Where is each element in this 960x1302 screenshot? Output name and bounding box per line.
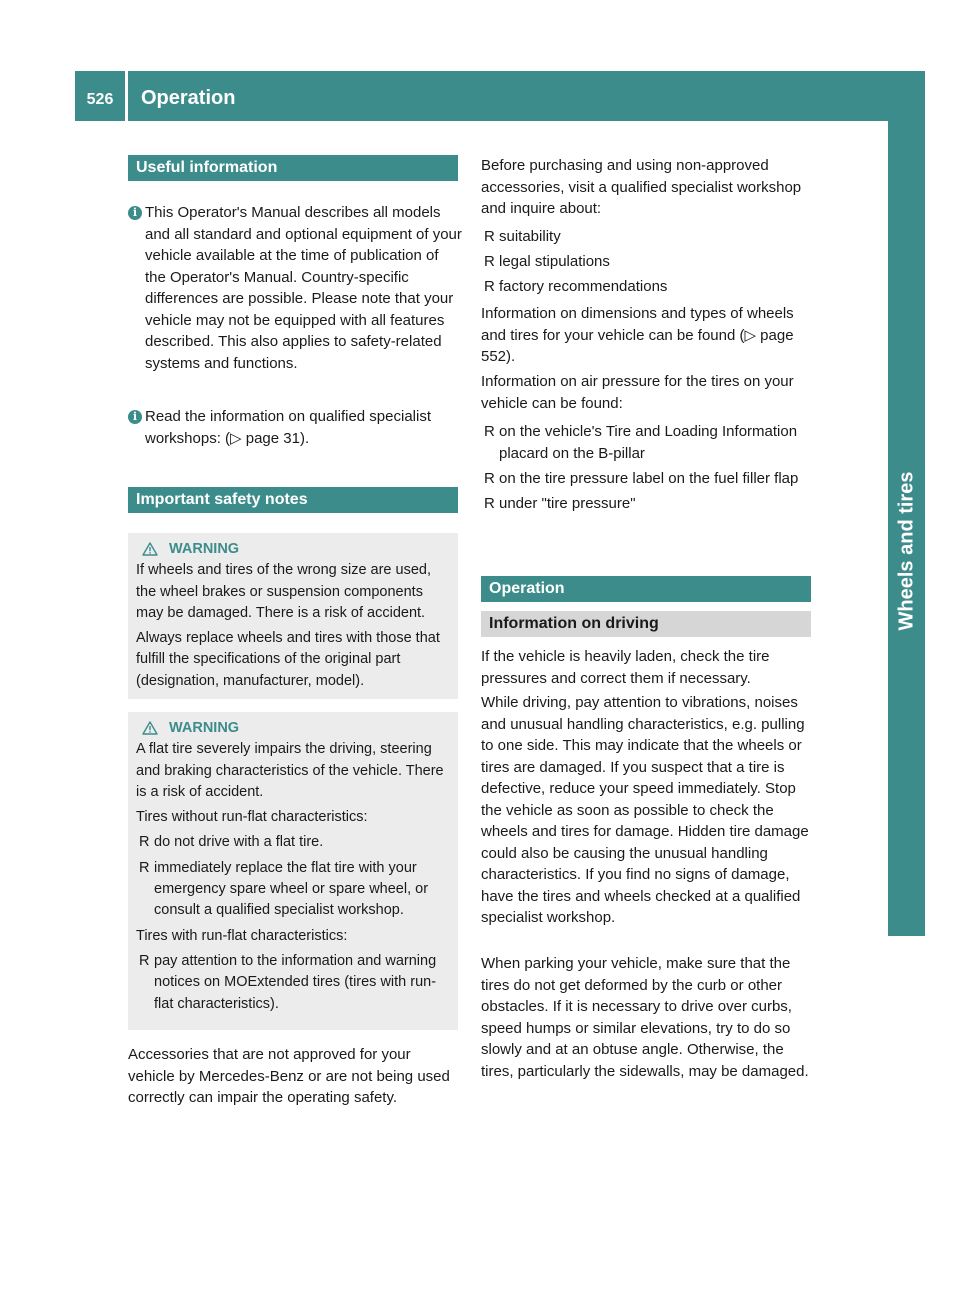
page-number: 526 xyxy=(86,91,114,108)
list-item xyxy=(481,468,811,490)
list-item-text: pay attention to the information and warning notices on MOExtended tires (tires with run-flat characteristics). xyxy=(154,952,437,1012)
chapter-tab-marker xyxy=(888,906,925,936)
bullet-mark: R xyxy=(139,952,150,969)
bullet-mark: R xyxy=(484,278,495,295)
list-item xyxy=(136,858,450,922)
list-item xyxy=(481,276,811,298)
bullet-mark: R xyxy=(484,469,495,487)
accessories-intro: Before purchasing and using non-approved accessories, visit a qualified specialist workshop and inquire about: xyxy=(481,157,802,217)
list-item-text: legal stipulations xyxy=(499,253,610,270)
warning-box-flat-tire xyxy=(128,712,458,1030)
warning-text: Always replace wheels and tires with those that fulfill the specifications of the original part (designation, manufacturer, model). xyxy=(136,630,440,689)
safety-notes-heading: Important safety notes xyxy=(128,487,458,513)
list-item xyxy=(481,251,811,273)
operation-heading: Operation xyxy=(481,576,811,602)
list-item xyxy=(481,226,811,248)
info-note-manual: This Operator's Manual describes all models and all standard and optional equipment of your vehicle available at the time of publication of the Operator's Manual. Country-specific differences are possible. Please note that your vehicle may not be equipped with all features described. This also applies to safety-related systems and functions. xyxy=(145,204,462,372)
bullet-mark: R xyxy=(484,228,495,245)
info-note-workshops: Read the information on qualified specialist workshops: (▷ page 31). xyxy=(145,408,432,447)
warning-text: A flat tire severely impairs the driving, steering and braking characteristics of the vehicle. There is a risk of accident. xyxy=(136,741,444,800)
pressure-intro: Information on air pressure for the tires on your vehicle can be found: xyxy=(481,373,794,412)
pressure-list xyxy=(481,421,811,518)
list-item-text: factory recommendations xyxy=(499,278,668,295)
list-item-text: suitability xyxy=(499,228,561,245)
warning-text: Tires with run-flat characteristics: xyxy=(136,927,348,944)
list-item xyxy=(136,951,450,1015)
bullet-mark: R xyxy=(484,423,495,440)
driving-paragraph-laden: If the vehicle is heavily laden, check the tire pressures and correct them if necessary. xyxy=(481,648,770,687)
page-title: Operation xyxy=(141,87,236,109)
list-item-text: immediately replace the flat tire with your emergency spare wheel or spare wheel, or consult a qualified specialist workshop. xyxy=(154,859,429,919)
driving-paragraph-vibrations: While driving, pay attention to vibrations, noises and unusual handling characteristics, e.g. pulling to one side. This may indicate that the wheels or tires are damaged. If you suspect that a tire is defective, reduce your speed immediately. Stop the vehicle as soon as possible to check the wheels and tires for damage. Hidden tire damage could also be causing the unusual handling characteristics. If you find no signs of damage, have the tires and wheels checked at a qualified specialist workshop. xyxy=(481,694,809,926)
warning-title xyxy=(169,718,450,739)
list-item xyxy=(136,832,450,853)
warning-triangle-icon xyxy=(142,542,158,556)
driving-info-subheading: Information on driving xyxy=(481,611,811,637)
warning-title-text: WARNING xyxy=(169,541,240,557)
inquire-list xyxy=(481,226,811,301)
accessories-paragraph: Accessories that are not approved for your vehicle by Mercedes-Benz or are not being used correctly can impair the operating safety. xyxy=(128,1046,450,1106)
list-item xyxy=(481,493,811,515)
info-icon: i xyxy=(128,206,142,220)
bullet-mark: R xyxy=(139,859,150,876)
warning-title xyxy=(169,539,450,560)
warning-triangle-icon xyxy=(142,721,158,735)
warning-title-text: WARNING xyxy=(169,720,240,736)
bullet-mark: R xyxy=(484,253,495,270)
header-divider xyxy=(125,71,128,121)
list-item xyxy=(481,421,811,464)
bullet-mark: R xyxy=(484,494,495,512)
info-icon: i xyxy=(128,410,142,424)
list-item-text: on the vehicle's Tire and Loading Information placard on the B-pillar xyxy=(499,423,798,462)
chapter-tab-label-wrap xyxy=(888,71,925,771)
list-item-text: under "tire pressure" xyxy=(499,494,636,512)
warning-box-size xyxy=(128,533,458,699)
dimensions-paragraph: Information on dimensions and types of wheels and tires for your vehicle can be found (▷ page 552). xyxy=(481,305,794,365)
list-item-text: on the tire pressure label on the fuel filler flap xyxy=(499,469,799,487)
driving-paragraph-parking: When parking your vehicle, make sure that the tires do not get deformed by the curb or other obstacles. If it is necessary to drive over curbs, speed humps or similar elevations, try to do so slowly and at an obtuse angle. Otherwise, the tires, particularly the sidewalls, may be damaged. xyxy=(481,955,809,1080)
warning-text: If wheels and tires of the wrong size are used, the wheel brakes or suspension components may be damaged. There is a risk of accident. xyxy=(136,562,431,621)
bullet-mark: R xyxy=(139,834,150,851)
list-item-text: do not drive with a flat tire. xyxy=(154,834,324,851)
chapter-tab-label: Wheels and tires xyxy=(894,471,917,631)
warning-text: Tires without run-flat characteristics: xyxy=(136,809,368,826)
useful-info-heading: Useful information xyxy=(128,155,458,181)
